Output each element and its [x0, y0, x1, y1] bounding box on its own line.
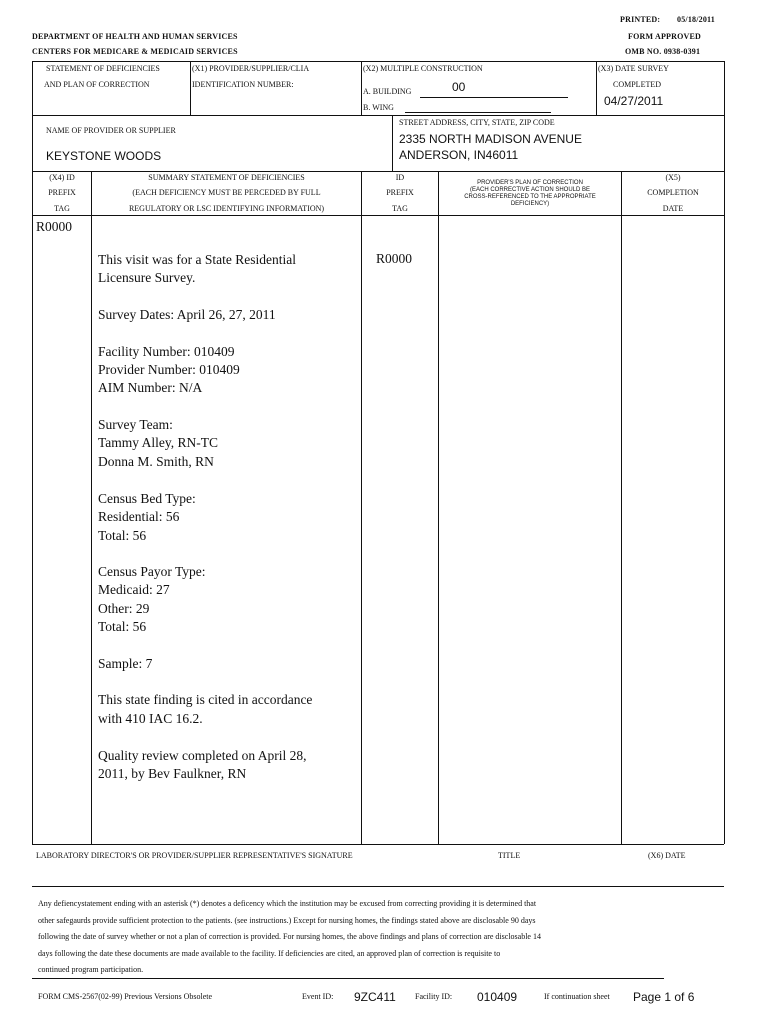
disclaimer-line: following the date of survey whether or not a plan of correction is provided. For nursing homes, the above findings and plans of correction are disclosable 14 — [38, 932, 541, 941]
divider — [621, 171, 622, 844]
building-label: A. BUILDING — [363, 87, 412, 96]
finding-line: Residential: 56 — [98, 509, 180, 524]
divider — [32, 844, 724, 845]
disclaimer-line: other safegaurds provide sufficient protection to the patients. (see instructions.) Except for nursing homes, the findings stated above are disclosable 90 days — [38, 915, 536, 925]
plan-header-4: DEFICIENCY) — [510, 201, 550, 207]
finding-line: Survey Dates: April 26, 27, 2011 — [98, 307, 276, 322]
statement-label-2: AND PLAN OF CORRECTION — [44, 80, 150, 89]
divider — [190, 61, 191, 115]
divider — [420, 97, 568, 98]
finding-line: Donna M. Smith, RN — [98, 454, 214, 469]
event-id-value: 9ZC411 — [354, 990, 396, 1004]
id-header-2: PREFIX — [386, 188, 414, 197]
x3-completed-label: COMPLETED — [613, 80, 661, 89]
statement-label-1: STATEMENT OF DEFICIENCIES — [46, 64, 160, 73]
finding-line: 2011, by Bev Faulkner, RN — [98, 766, 247, 781]
printed-date: 05/18/2011 — [677, 15, 716, 24]
omb-number: OMB NO. 0938-0391 — [625, 47, 701, 56]
plan-header — [439, 180, 621, 208]
x4-header-1: (X4) ID — [49, 173, 75, 182]
continuation-label: If continuation sheet — [544, 992, 610, 1001]
finding-line: Medicaid: 27 — [98, 582, 170, 597]
summary-header-2: (EACH DEFICIENCY MUST BE PERCEDED BY FULL — [132, 188, 321, 197]
form-number: FORM CMS-2567(02-99) Previous Versions Obsolete — [38, 992, 213, 1001]
disclaimer — [38, 896, 718, 979]
x4-header-3: TAG — [54, 204, 70, 213]
address-line-1: 2335 NORTH MADISON AVENUE — [399, 132, 582, 146]
x5-header-2: COMPLETION — [647, 188, 699, 197]
divider — [32, 886, 724, 887]
x1-label-2: IDENTIFICATION NUMBER: — [192, 80, 294, 89]
form-approved: FORM APPROVED — [628, 32, 702, 41]
x1-label: (X1) PROVIDER/SUPPLIER/CLIA — [192, 64, 310, 73]
row1-bottom-border — [32, 115, 724, 116]
finding-line: This visit was for a State Residential — [98, 252, 296, 267]
left-tag: R0000 — [36, 219, 73, 234]
summary-header-3: REGULATORY OR LSC IDENTIFYING INFORMATION) — [128, 204, 325, 213]
finding-line: Survey Team: — [98, 417, 173, 432]
centers-title: CENTERS FOR MEDICARE & MEDICAID SERVICES — [32, 47, 238, 56]
facility-id-value: 010409 — [477, 990, 518, 1004]
id-header-1: ID — [395, 173, 405, 182]
department-title: DEPARTMENT OF HEALTH AND HUMAN SERVICES — [32, 32, 238, 41]
divider — [438, 171, 439, 844]
x2-label: (X2) MULTIPLE CONSTRUCTION — [363, 64, 483, 73]
finding-line: Total: 56 — [98, 619, 147, 634]
survey-completed-date: 04/27/2011 — [604, 94, 664, 108]
x6-date-label: (X6) DATE — [648, 851, 686, 860]
finding-line: Total: 56 — [98, 528, 147, 543]
finding-line: Facility Number: 010409 — [98, 344, 235, 359]
plan-header-1: PROVIDER'S PLAN OF CORRECTION — [477, 180, 583, 186]
finding-line: Licensure Survey. — [98, 270, 196, 285]
x5-header-1: (X5) — [665, 173, 681, 182]
provider-name-label: NAME OF PROVIDER OR SUPPLIER — [46, 126, 176, 135]
building-value: 00 — [452, 80, 466, 94]
finding-line: Census Payor Type: — [98, 564, 206, 579]
divider — [32, 978, 664, 979]
x4-header-2: PREFIX — [48, 188, 76, 197]
disclaimer-line: Any defiencystatement ending with an asterisk (*) denotes a deficency which the institution may be excused from correcting providing it is determined that — [38, 899, 537, 908]
finding-line: AIM Number: N/A — [98, 380, 203, 395]
divider — [361, 171, 362, 844]
provider-name: KEYSTONE WOODS — [46, 149, 162, 163]
finding-line: Other: 29 — [98, 601, 150, 616]
right-tag: R0000 — [376, 251, 413, 266]
finding-line: Tammy Alley, RN-TC — [98, 435, 219, 450]
right-border — [724, 61, 725, 844]
plan-header-3: CROSS-REFERENCED TO THE APPROPRIATE — [464, 194, 596, 200]
finding-line: This state finding is cited in accordance — [98, 692, 313, 707]
summary-header-1: SUMMARY STATEMENT OF DEFICIENCIES — [148, 173, 305, 182]
divider — [392, 115, 393, 171]
finding-line: Quality review completed on April 28, — [98, 748, 307, 763]
printed-label: PRINTED: — [620, 15, 661, 24]
plan-header-2: (EACH CORRECTIVE ACTION SHOULD BE — [469, 187, 591, 193]
divider — [91, 171, 92, 844]
disclaimer-line: continued program participation. — [38, 965, 144, 974]
page-number: Page 1 of 6 — [633, 990, 695, 1004]
finding-line: Sample: 7 — [98, 656, 153, 671]
finding-line: with 410 IAC 16.2. — [98, 711, 203, 726]
title-label: TITLE — [498, 851, 521, 860]
top-border — [32, 61, 724, 62]
finding-line: Provider Number: 010409 — [98, 362, 240, 377]
event-id-label: Event ID: — [302, 992, 334, 1001]
divider — [361, 61, 362, 115]
wing-label: B. WING — [363, 103, 394, 112]
x3-label: (X3) DATE SURVEY — [598, 64, 669, 73]
facility-id-label: Facility ID: — [415, 992, 453, 1001]
disclaimer-line: days following the date these documents are made available to the facility. If deficiencies are cited, an approved plan of correction is requisite to — [38, 948, 501, 958]
divider — [405, 112, 551, 113]
finding-line: Census Bed Type: — [98, 491, 196, 506]
divider — [596, 61, 597, 115]
address-line-2: ANDERSON, IN46011 — [399, 148, 519, 162]
id-header-3: TAG — [392, 204, 408, 213]
signature-label: LABORATORY DIRECTOR'S OR PROVIDER/SUPPLIER REPRESENTATIVE'S SIGNATURE — [36, 851, 353, 860]
x5-header-3: DATE — [662, 204, 684, 213]
address-label: STREET ADDRESS, CITY, STATE, ZIP CODE — [399, 118, 555, 127]
